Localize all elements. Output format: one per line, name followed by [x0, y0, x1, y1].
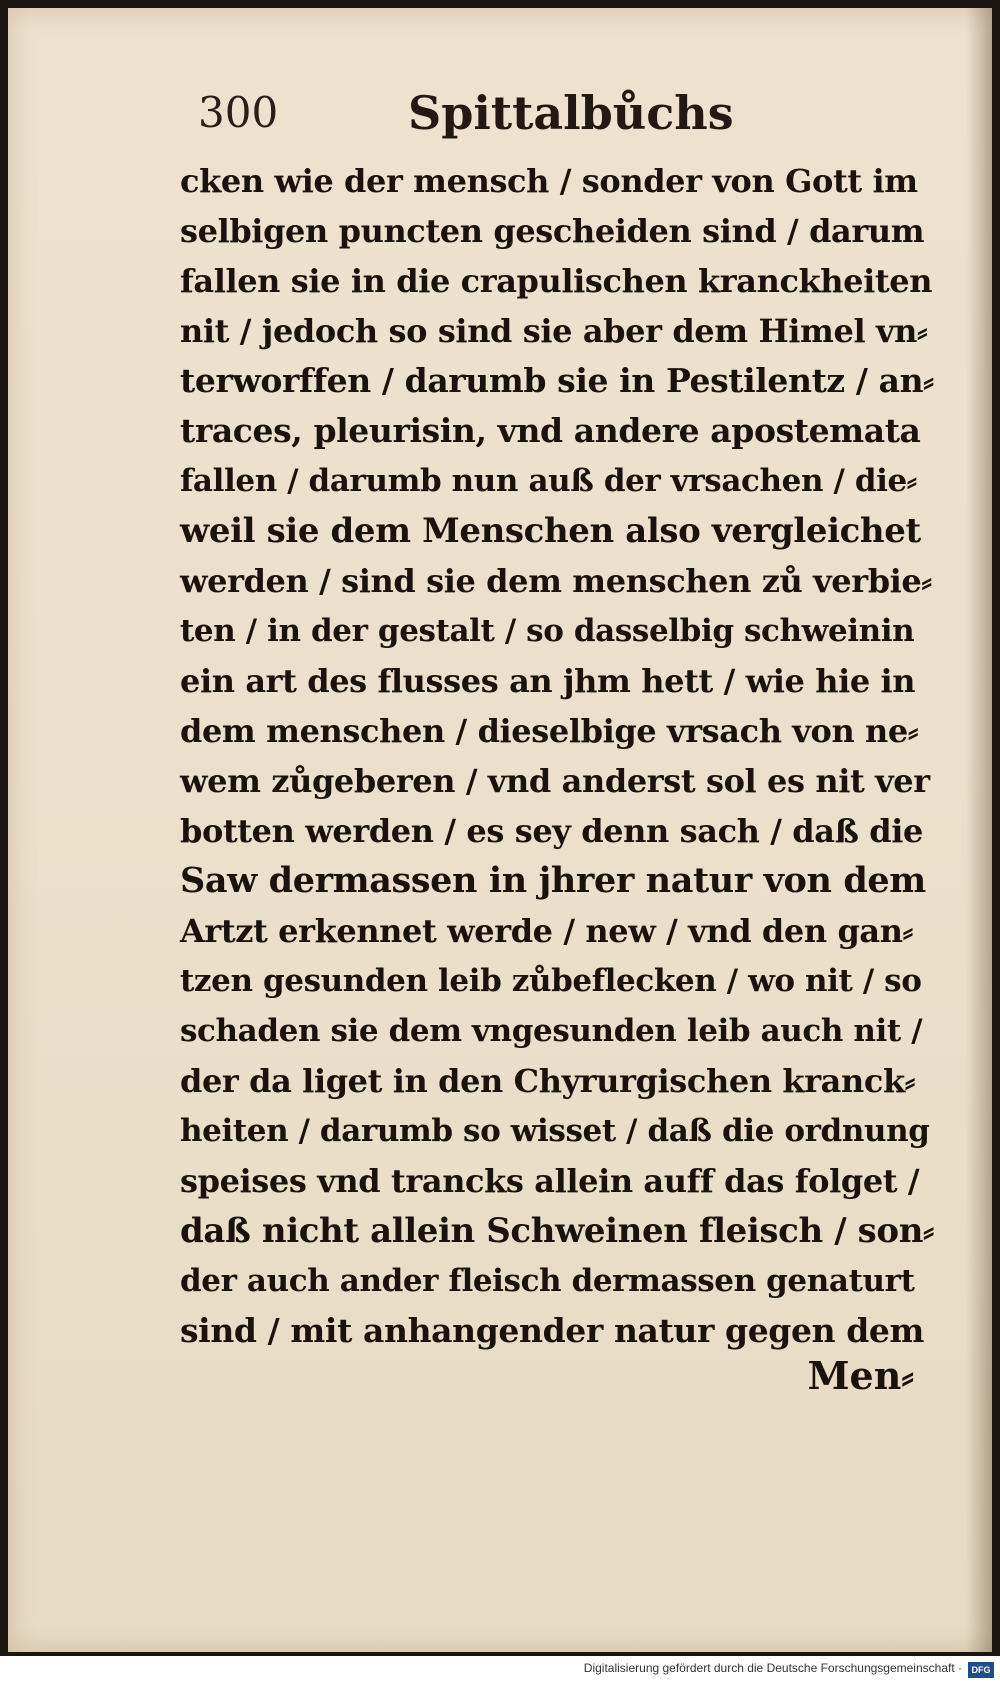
page-fold-shadow: [966, 8, 992, 1652]
text-line: fallen sie in die crapulischen kranckheiten: [180, 262, 933, 300]
dfg-logo: DFG: [968, 1662, 994, 1678]
text-line: werden / sind sie dem menschen zů verbie⸗: [180, 562, 932, 600]
digitization-footer: [0, 1656, 1000, 1684]
text-line: fallen / darumb nun auß der vrsachen / die⸗: [180, 463, 917, 499]
text-line: weil sie dem Menschen also vergleichet: [180, 511, 921, 551]
text-line: cken wie der mensch / sonder von Gott im: [180, 162, 918, 200]
book-page: [8, 8, 992, 1652]
text-line: wem zůgeberen / vnd anderst sol es nit ver: [180, 762, 930, 800]
text-line: speises vnd trancks allein auff das folget /: [180, 1162, 920, 1200]
text-line: heiten / darumb so wisset / daß die ordnung: [180, 1113, 930, 1149]
funding-credit: Digitalisierung gefördert durch die Deutsche Forschungsgemeinschaft ·: [583, 1661, 962, 1675]
text-line: daß nicht allein Schweinen fleisch / son⸗: [180, 1211, 934, 1251]
text-line: tzen gesunden leib zůbeflecken / wo nit / so: [180, 963, 922, 999]
catchword: Men⸗: [807, 1353, 914, 1398]
text-line: der da liget in den Chyrurgischen kranck⸗: [180, 1062, 915, 1100]
text-line: sind / mit anhangender natur gegen dem: [180, 1311, 925, 1350]
text-line: ten / in der gestalt / so dasselbig schweinin: [180, 613, 915, 649]
text-line: traces, pleurisin, vnd andere apostemata: [180, 411, 921, 450]
text-line: Artzt erkennet werde / new / vnd den gan⸗: [180, 912, 913, 950]
page-number: 300: [198, 88, 279, 137]
text-line: Saw dermassen in jhrer natur von dem: [180, 860, 926, 901]
text-line: botten werden / es sey denn sach / daß die: [180, 812, 923, 850]
text-line: nit / jedoch so sind sie aber dem Himel vn⸗: [180, 312, 928, 350]
text-line: terworffen / darumb sie in Pestilentz / an⸗: [180, 361, 934, 400]
text-line: dem menschen / dieselbige vrsach von ne⸗: [180, 712, 919, 750]
text-line: ein art des flusses an jhm hett / wie hie in: [180, 662, 916, 700]
text-line: der auch ander fleisch dermassen genaturt: [180, 1263, 915, 1299]
running-title: Spittalbůchs: [408, 86, 734, 140]
body-text: [180, 156, 935, 1356]
running-head: [198, 83, 758, 143]
text-line: schaden sie dem vngesunden leib auch nit /: [180, 1013, 923, 1049]
text-line: selbigen puncten gescheiden sind / darum: [180, 212, 925, 250]
